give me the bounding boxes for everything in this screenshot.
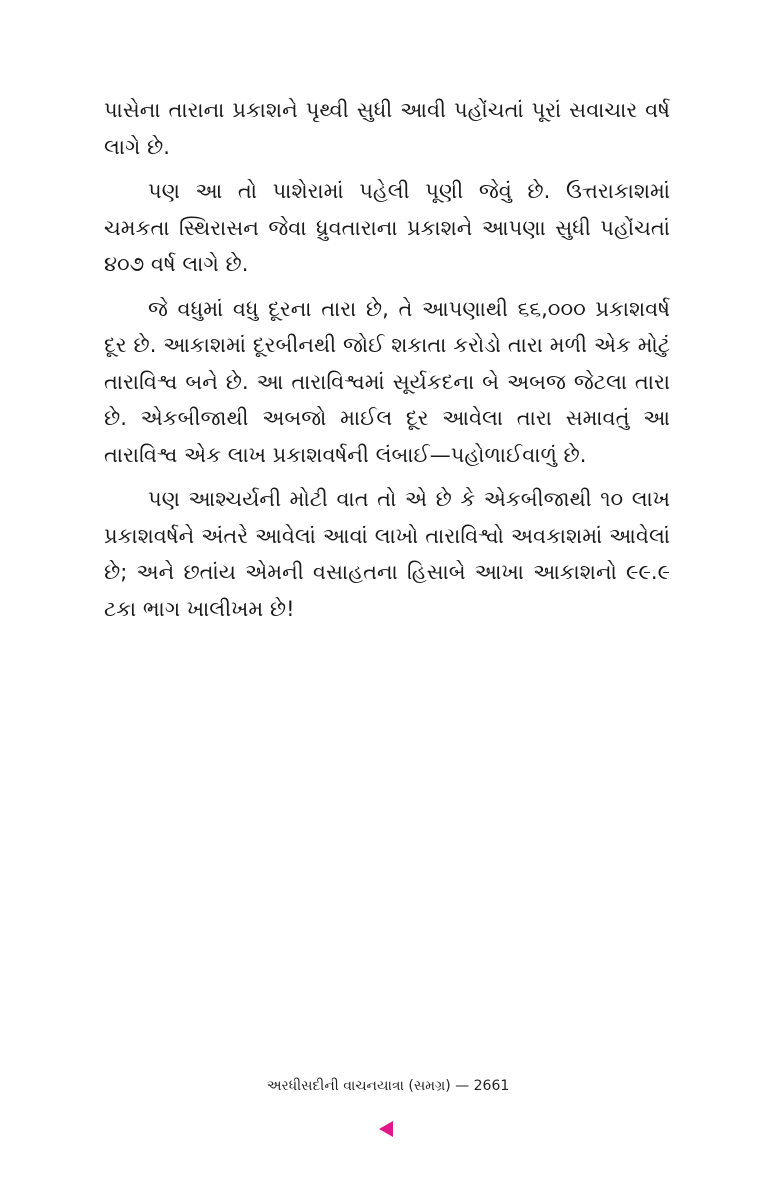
page-footer: અરધીસદીની વાચનયાત્રા (સમગ્ર) — 2661: [266, 1078, 510, 1094]
previous-page-arrow-icon[interactable]: [379, 1121, 393, 1137]
paragraph-1: પાસેના તારાના પ્રકાશને પૃથ્વી સુધી આવી પહોંચતાં પૂરાં સવાચાર વર્ષ લાગે છે.: [104, 98, 670, 159]
page-body: [104, 92, 670, 635]
paragraph-4: પણ આશ્ચર્યની મોટી વાત તો એ છે કે એકબીજાથી ૧૦ લાખ પ્રકાશવર્ષને અંતરે આવેલાં આવાં લાખો તારાવિશ્વો અવકાશમાં આવેલાં છે; અને છતાંય એમની વસાહતના હિસાબે આખા આકાશનો ૯૯.૯ ટકા ભાગ ખાલીખમ છે!: [104, 487, 670, 621]
paragraph-2: પણ આ તો પાશેરામાં પહેલી પૂણી જેવું છે. ઉત્તરાકાશમાં ચમકતા સ્થિરાસન જેવા ધ્રુવતારાના પ્રકાશને આપણા સુધી પહોંચતાં ૪૦૭ વર્ષ લાગે છે.: [104, 179, 670, 276]
paragraph-3: જે વધુમાં વધુ દૂરના તારા છે, તે આપણાથી ૬૬,૦૦૦ પ્રકાશવર્ષ દૂર છે. આકાશમાં દૂરબીનથી જોઈ શકાતા કરોડો તારા મળી એક મોટું તારાવિશ્વ બને છે. આ તારાવિશ્વમાં સૂર્યકદના બે અબજ જેટલા તારા છે. એકબીજાથી અબજો માઈલ દૂર આવેલા તારા સમાવતું આ તારાવિશ્વ એક લાખ પ્રકાશવર્ષની લંબાઈ—પહોળાઈવાળું છે.: [104, 296, 670, 467]
